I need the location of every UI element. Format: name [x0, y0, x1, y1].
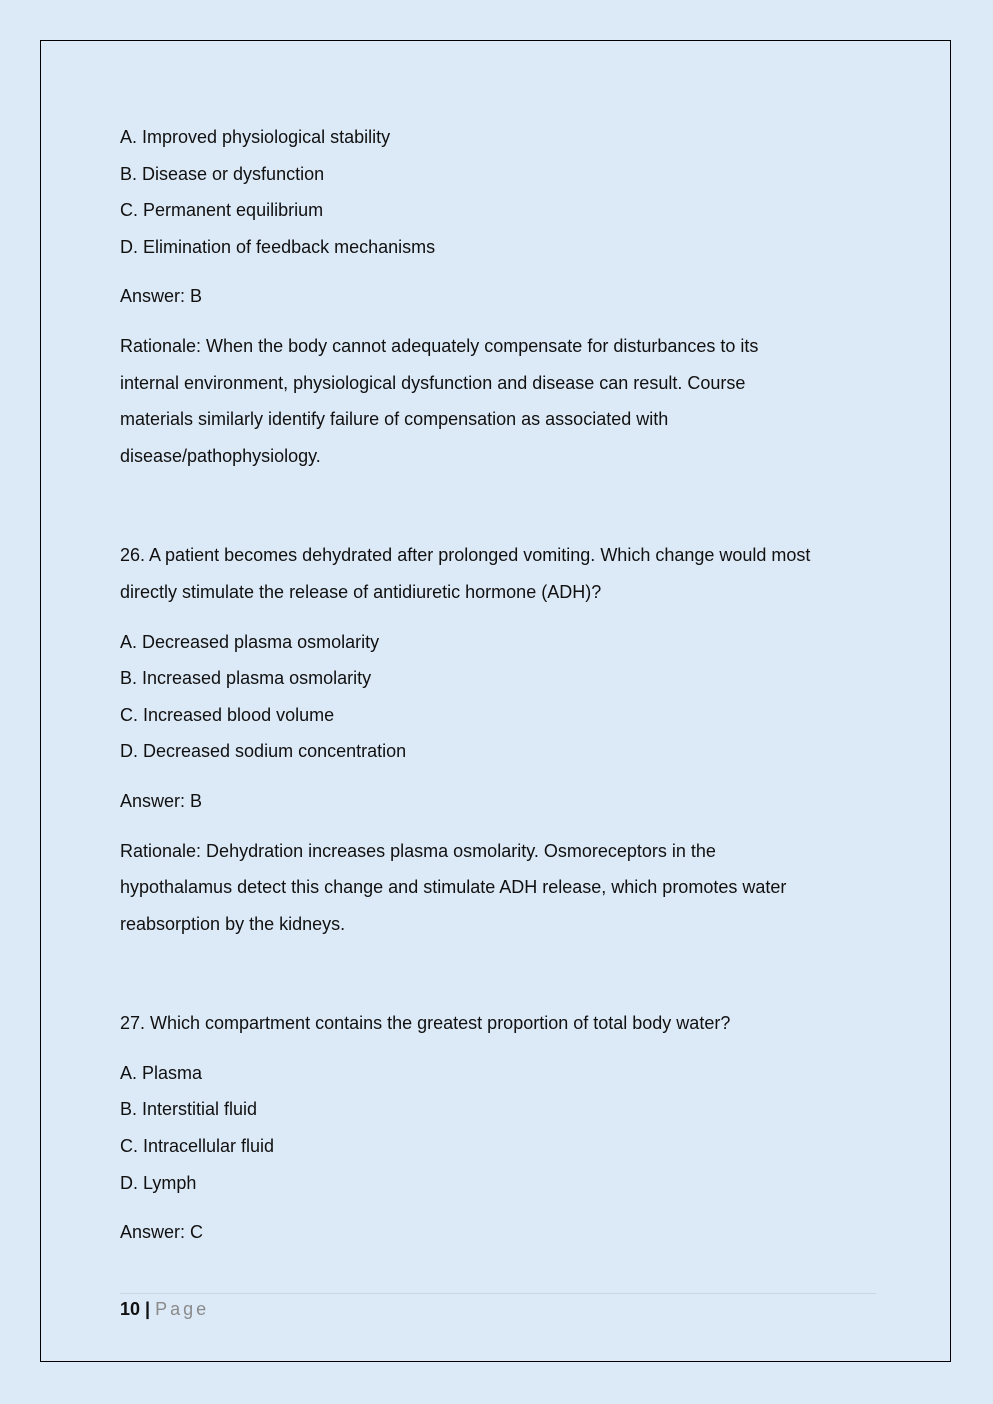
q27-option-a: A. Plasma	[120, 1062, 203, 1083]
q26-rationale-line: Rationale: Dehydration increases plasma osmolarity. Osmoreceptors in the	[120, 840, 716, 861]
q25-option-c: C. Permanent equilibrium	[120, 200, 324, 221]
q25-option-a: A. Improved physiological stability	[120, 127, 391, 147]
q26-answer: Answer: B	[120, 790, 203, 811]
page-label: Page	[155, 1299, 210, 1319]
q26-rationale-line: hypothalamus detect this change and stimulate ADH release, which promotes water	[120, 877, 787, 898]
page-footer	[120, 1293, 876, 1321]
q25-rationale-line: internal environment, physiological dysfunction and disease can result. Course	[120, 372, 746, 393]
q27-option-b: B. Interstitial fluid	[120, 1099, 258, 1120]
q25-option-d: D. Elimination of feedback mechanisms	[120, 236, 436, 257]
footer-separator: |	[145, 1299, 151, 1319]
question-25-block	[120, 119, 876, 474]
q27-option-d: D. Lymph	[120, 1172, 197, 1193]
page-number: 10	[120, 1299, 141, 1319]
q25-rationale-line: Rationale: When the body cannot adequately compensate for disturbances to its	[120, 335, 759, 356]
q26-option-a: A. Decreased plasma osmolarity	[120, 631, 380, 652]
q25-rationale-line: disease/pathophysiology.	[120, 445, 321, 466]
q27-question-line: 27. Which compartment contains the greatest proportion of total body water?	[120, 1013, 731, 1034]
q26-rationale-line: reabsorption by the kidneys.	[120, 913, 346, 934]
q26-question-line: directly stimulate the release of antidiuretic hormone (ADH)?	[120, 581, 602, 602]
q25-rationale-line: materials similarly identify failure of compensation as associated with	[120, 409, 669, 430]
question-26-block	[120, 537, 876, 942]
q27-answer: Answer: C	[120, 1222, 204, 1243]
q26-option-c: C. Increased blood volume	[120, 704, 335, 725]
q25-option-b: B. Disease or dysfunction	[120, 163, 325, 184]
q25-answer: Answer: B	[120, 286, 203, 307]
q26-option-d: D. Decreased sodium concentration	[120, 741, 407, 762]
q26-option-b: B. Increased plasma osmolarity	[120, 668, 372, 689]
q27-option-c: C. Intracellular fluid	[120, 1136, 275, 1157]
question-27-block	[120, 1005, 876, 1251]
document-content	[120, 119, 876, 1251]
q26-question-line: 26. A patient becomes dehydrated after prolonged vomiting. Which change would most	[120, 545, 811, 566]
